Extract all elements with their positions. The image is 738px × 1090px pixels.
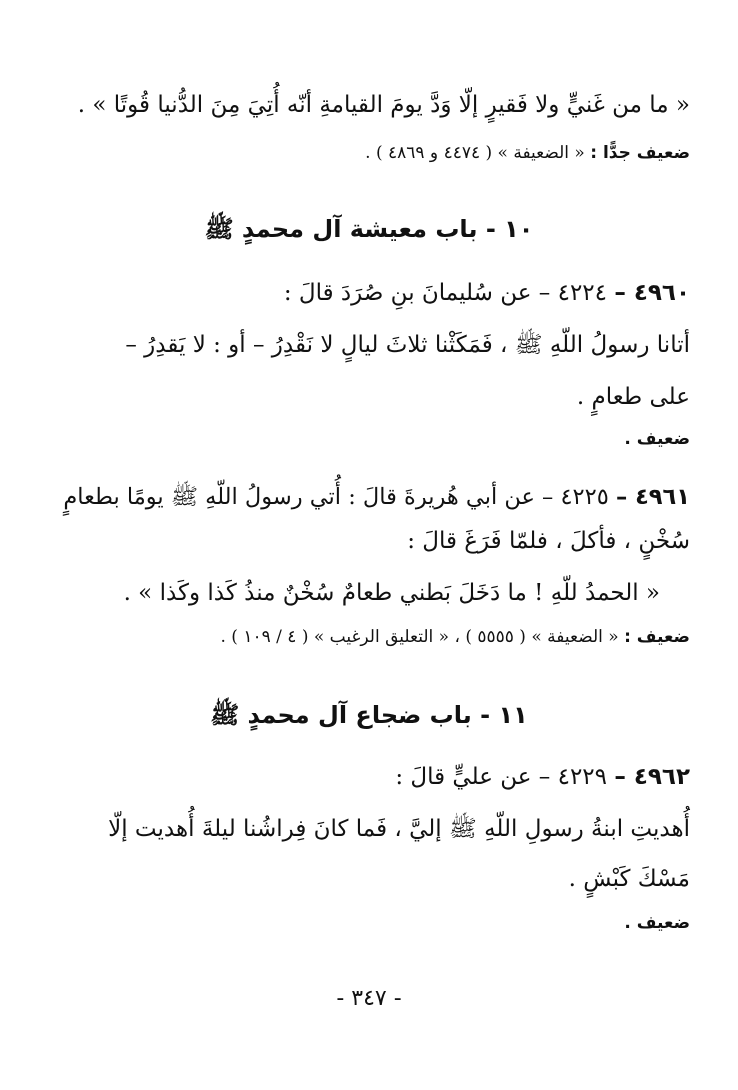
grade-label: ضعيف جدًّا : — [590, 143, 690, 163]
page-number: - ٣٤٧ - — [336, 986, 402, 1011]
hadith-isnad: ٤٢٢٩ – عن عليٍّ قالَ : — [395, 764, 608, 790]
hadith-isnad: ٤٢٢٤ – عن سُليمانَ بنِ صُرَدَ قالَ : — [283, 280, 608, 306]
hadith-isnad: ٤٢٢٥ – عن أبي هُريرةَ قالَ : أُتي رسولُ اللّهِ ﷺ يومًا بطعامٍ — [63, 484, 609, 510]
hadith-grade — [60, 426, 690, 452]
hadith-number: ٤٩٦٠ – — [614, 280, 690, 306]
hadith-grade — [60, 910, 690, 936]
grade-label: ضعيف . — [624, 913, 690, 933]
hadith-text: أتانا رسولُ اللّهِ ﷺ ، فَمَكَثْنا ثلاثَ ليالٍ لا نَقْدِرُ – أو : لا يَقدِرُ – — [125, 332, 690, 358]
hadith-header — [60, 276, 690, 310]
section-heading: ١١ - باب ضجاع آل محمدٍ ﷺ — [210, 701, 528, 729]
section-heading: ١٠ - باب معيشة آل محمدٍ ﷺ — [204, 215, 534, 243]
grade-reference: « الضعيفة » ( ٥٥٥٥ ) ، « التعليق الرغيب » ( ٤ / ١٠٩ ) . — [220, 627, 619, 647]
hadith-grade — [60, 140, 690, 166]
grade-label: ضعيف . — [624, 429, 690, 449]
hadith-number: ٤٩٦٢ – — [614, 764, 690, 790]
grade-reference: « الضعيفة » ( ٤٤٧٤ و ٤٨٦٩ ) . — [365, 143, 585, 163]
hadith-text: أُهديتِ ابنةُ رسولِ اللّهِ ﷺ إليَّ ، فَما كانَ فِراشُنا ليلةَ أُهديت إلّا — [108, 816, 690, 842]
hadith-number: ٤٩٦١ – — [615, 484, 690, 510]
grade-label: ضعيف : — [624, 627, 690, 647]
hadith-quote: « الحمدُ للّهِ ! ما دَخَلَ بَطني طعامٌ سُخْنٌ منذُ كَذا وكَذا » . — [123, 580, 660, 606]
hadith-header — [60, 760, 690, 794]
hadith-text: مَسْكَ كَبْشٍ . — [568, 866, 690, 892]
hadith-text: سُخْنٍ ، فأكلَ ، فلمّا فَرَغَ قالَ : — [407, 528, 690, 554]
hadith-grade — [60, 624, 690, 650]
hadith-header — [60, 480, 690, 514]
hadith-text: على طعامٍ . — [576, 384, 690, 410]
hadith-text: « ما من غَنيٍّ ولا فَقيرٍ إلّا وَدَّ يومَ القيامةِ أنّه أُتِيَ مِنَ الدُّنيا قُوتًا » . — [77, 92, 690, 118]
